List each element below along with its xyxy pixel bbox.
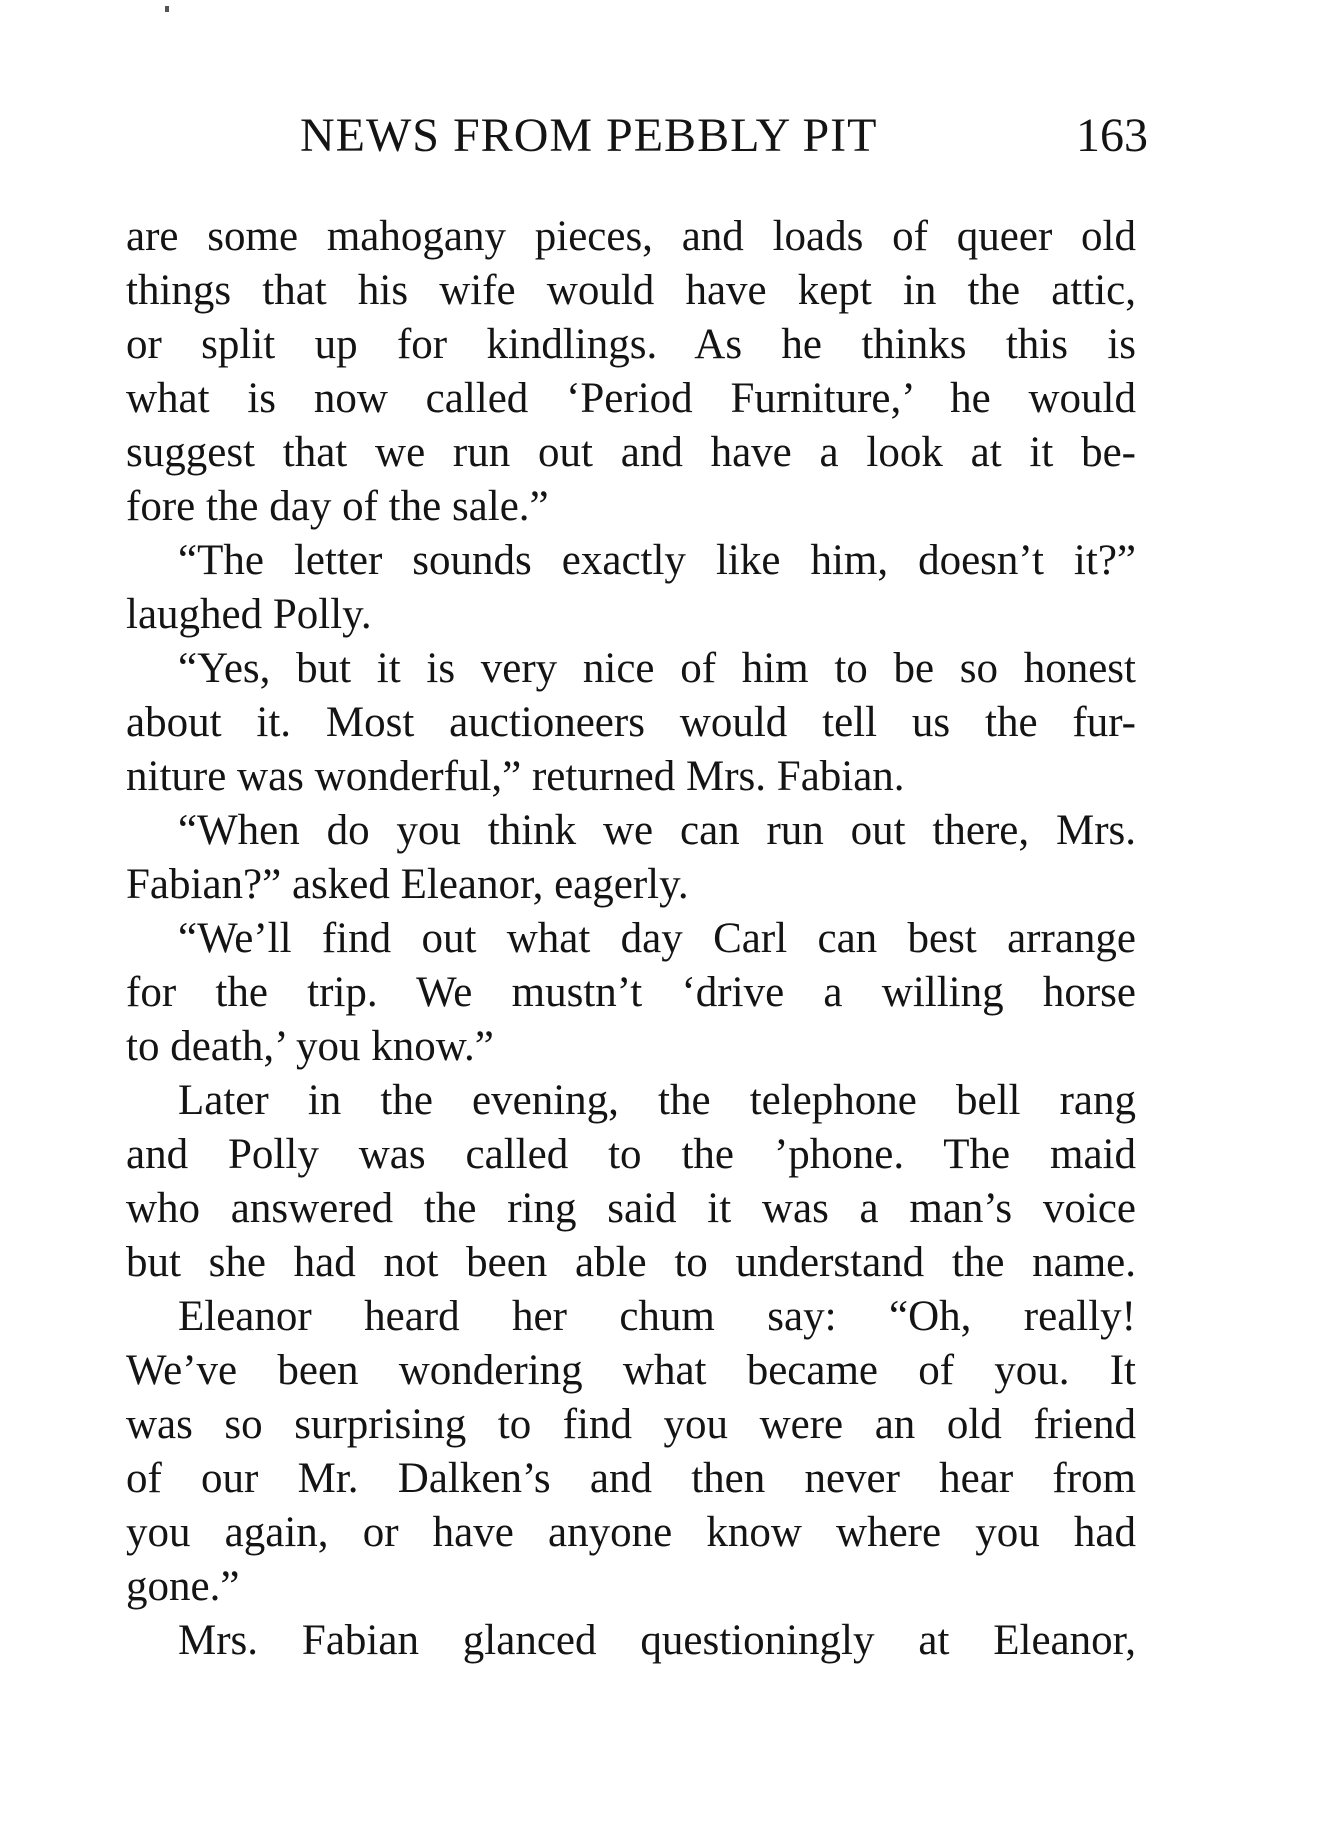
- text-line: laughed Polly.: [126, 591, 372, 638]
- text-line: We’ve been wondering what became of you. It: [126, 1347, 1136, 1394]
- text-line: Later in the evening, the telephone bell rang: [178, 1077, 1136, 1124]
- text-line: are some mahogany pieces, and loads of queer old: [126, 213, 1136, 260]
- text-line: things that his wife would have kept in the attic,: [126, 267, 1136, 314]
- text-line: Mrs. Fabian glanced questioningly at Eleanor,: [178, 1617, 1136, 1664]
- text-line: about it. Most auctioneers would tell us the fur-: [126, 699, 1136, 746]
- text-line: was so surprising to find you were an old friend: [126, 1401, 1136, 1448]
- page-header: [300, 108, 1148, 172]
- page-number: 163: [1076, 109, 1148, 162]
- text-line: fore the day of the sale.”: [126, 483, 549, 530]
- text-line: Eleanor heard her chum say: “Oh, really!: [178, 1293, 1136, 1340]
- print-speck: [165, 6, 169, 12]
- text-line: you again, or have anyone know where you had: [126, 1509, 1136, 1556]
- text-line: “We’ll find out what day Carl can best arrange: [178, 915, 1136, 962]
- running-title: NEWS FROM PEBBLY PIT: [300, 109, 878, 162]
- text-line: what is now called ‘Period Furniture,’ he would: [126, 375, 1136, 422]
- text-line: “When do you think we can run out there, Mrs.: [178, 807, 1136, 854]
- text-line: but she had not been able to understand the name.: [126, 1239, 1136, 1286]
- text-line: and Polly was called to the ’phone. The maid: [126, 1131, 1136, 1178]
- text-line: or split up for kindlings. As he thinks this is: [126, 321, 1136, 368]
- body-text: [126, 210, 1136, 1668]
- text-line: “The letter sounds exactly like him, doesn’t it?”: [178, 537, 1136, 584]
- text-line: to death,’ you know.”: [126, 1023, 494, 1070]
- text-line: gone.”: [126, 1563, 240, 1610]
- text-line: niture was wonderful,” returned Mrs. Fabian.: [126, 753, 905, 800]
- text-line: who answered the ring said it was a man’s voice: [126, 1185, 1136, 1232]
- text-line: for the trip. We mustn’t ‘drive a willing horse: [126, 969, 1136, 1016]
- text-line: Fabian?” asked Eleanor, eagerly.: [126, 861, 689, 908]
- text-line: of our Mr. Dalken’s and then never hear from: [126, 1455, 1136, 1502]
- text-line: suggest that we run out and have a look at it be-: [126, 429, 1136, 476]
- text-line: “Yes, but it is very nice of him to be so honest: [178, 645, 1136, 692]
